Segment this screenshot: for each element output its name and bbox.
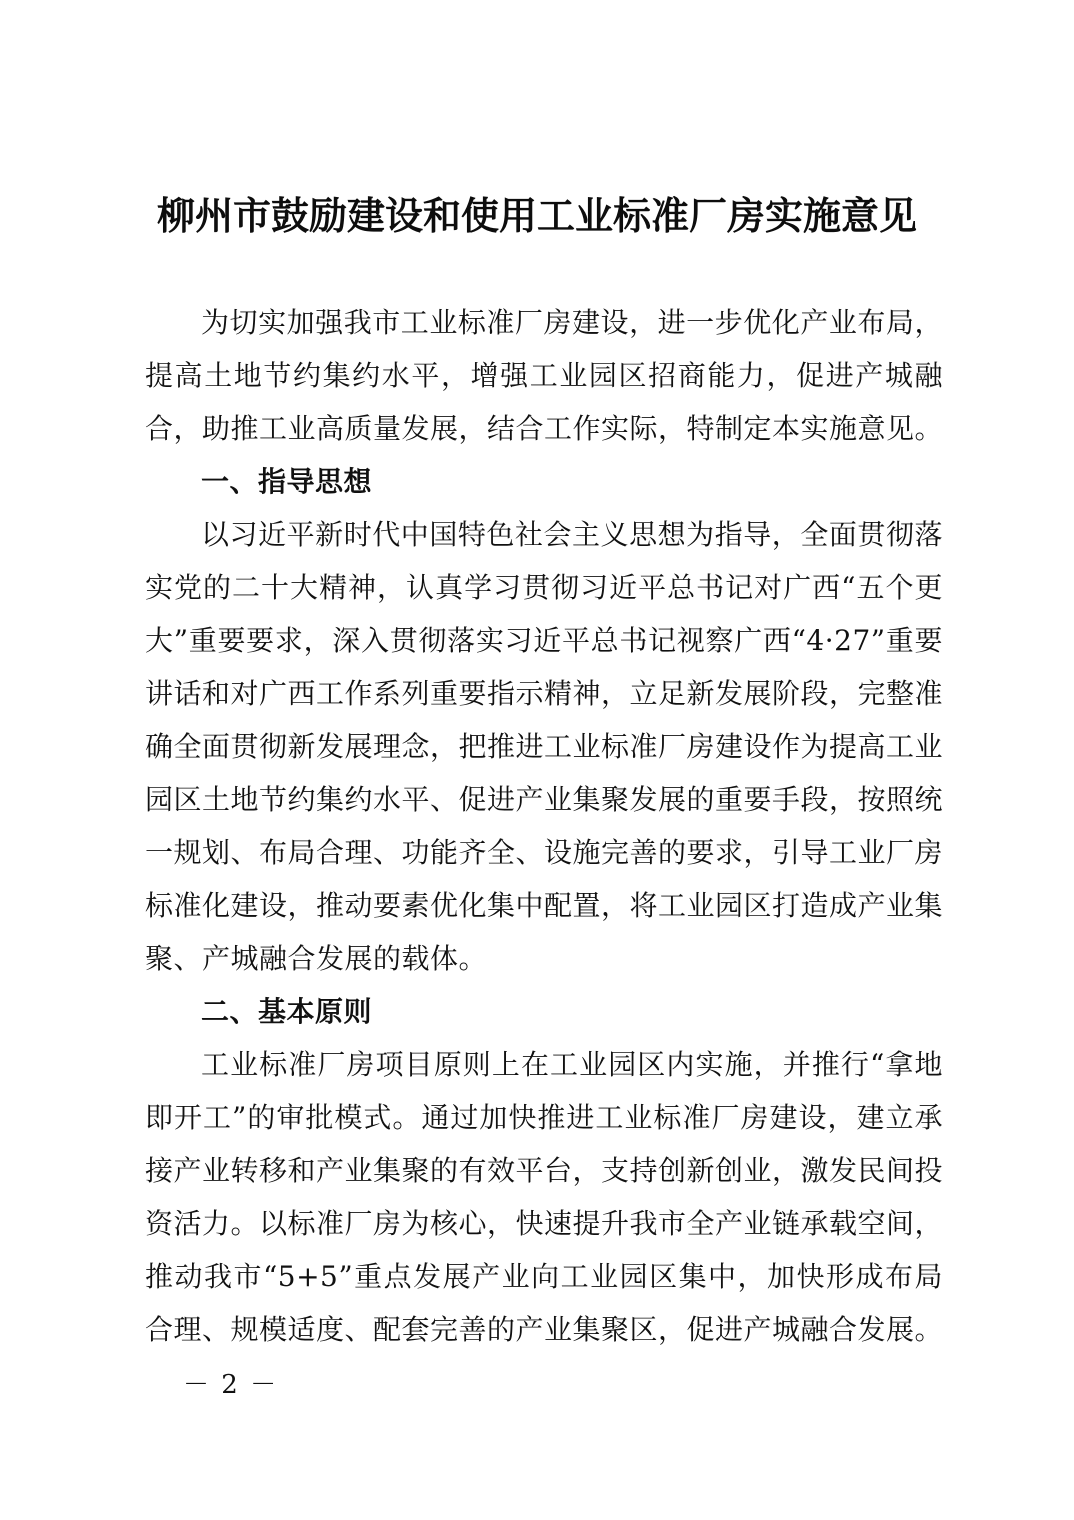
section-heading-guiding-ideology: 一、指导思想: [201, 465, 373, 498]
page-number: － 2 －: [183, 1370, 279, 1400]
document-body: [145, 296, 943, 1356]
document-title: 柳州市鼓励建设和使用工业标准厂房实施意见: [156, 193, 917, 238]
intro-paragraph: 为切实加强我市工业标准厂房建设，进一步优化产业布局，提高土地节约集约水平，增强工业园区招商能力，促进产城融合，助推工业高质量发展，结合工作实际，特制定本实施意见。: [145, 306, 944, 445]
section-body-basic-principles: 工业标准厂房项目原则上在工业园区内实施，并推行“拿地即开工”的审批模式。通过加快推进工业标准厂房建设，建立承接产业转移和产业集聚的有效平台，支持创新创业，激发民间投资活力。以标准厂房为核心，快速提升我市全产业链承载空间，推动我市“5+5”重点发展产业向工业园区集中，加快形成布局合理、规模适度、配套完善的产业集聚区，促进产城融合发展。: [145, 1048, 944, 1346]
section-body-guiding-ideology: 以习近平新时代中国特色社会主义思想为指导，全面贯彻落实党的二十大精神，认真学习贯彻习近平总书记对广西“五个更大”重要要求，深入贯彻落实习近平总书记视察广西“4·27”重要讲话和对广西工作系列重要指示精神，立足新发展阶段，完整准确全面贯彻新发展理念，把推进工业标准厂房建设作为提高工业园区土地节约集约水平、促进产业集聚发展的重要手段，按照统一规划、布局合理、功能齐全、设施完善的要求，引导工业厂房标准化建设，推动要素优化集中配置，将工业园区打造成产业集聚、产城融合发展的载体。: [145, 518, 944, 975]
section-heading-basic-principles: 二、基本原则: [201, 995, 373, 1028]
